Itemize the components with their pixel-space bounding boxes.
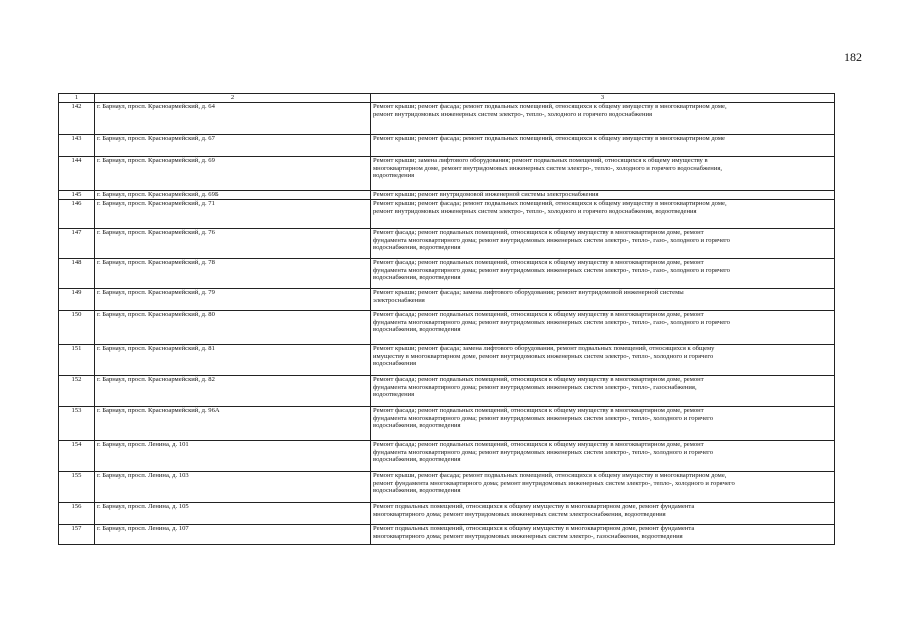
row-address: г. Барнаул, просп. Красноармейский, д. 96А xyxy=(95,407,371,441)
table-row xyxy=(59,157,835,191)
row-works: Ремонт фасада; ремонт подвальных помещений, относящихся к общему имуществу в многоквартирном доме, ремонт фундамента многоквартирного дома; ремонт внутридомовых инженерных систем электро-, тепло-, газо-, холодного и горячего водоснабжения, водоотведения xyxy=(371,229,835,259)
row-number: 143 xyxy=(59,135,95,157)
row-works: Ремонт подвальных помещений, относящихся к общему имуществу в многоквартирном доме, ремонт фундамента многоквартирного дома; ремонт внутридомовых инженерных систем электро-, газоснабжения, водоотведения xyxy=(371,525,835,545)
row-number: 153 xyxy=(59,407,95,441)
table-row xyxy=(59,259,835,289)
table-row xyxy=(59,229,835,259)
row-address: г. Барнаул, просп. Ленина, д. 103 xyxy=(95,472,371,503)
row-address: г. Барнаул, просп. Ленина, д. 101 xyxy=(95,441,371,472)
row-works: Ремонт крыши; ремонт фасада; ремонт подвальных помещений, относящихся к общему имуществу в многоквартирном доме, ремонт внутридомовых инженерных систем электро-, тепло-, холодного и горячего водоснабжения xyxy=(371,103,835,135)
row-number: 150 xyxy=(59,311,95,345)
row-works: Ремонт крыши; ремонт фасада; замена лифтового оборудования; ремонт внутридомовой инженерной системы электроснабжения xyxy=(371,289,835,311)
table-row xyxy=(59,311,835,345)
row-works: Ремонт крыши; ремонт фасада; ремонт подвальных помещений, относящихся к общему имуществу в многоквартирном доме xyxy=(371,135,835,157)
row-number: 144 xyxy=(59,157,95,191)
row-works: Ремонт крыши; ремонт внутридомовой инженерной системы электроснабжения xyxy=(371,191,835,200)
row-number: 154 xyxy=(59,441,95,472)
row-address: г. Барнаул, просп. Красноармейский, д. 81 xyxy=(95,345,371,376)
table-row xyxy=(59,289,835,311)
row-address: г. Барнаул, просп. Красноармейский, д. 80 xyxy=(95,311,371,345)
row-address: г. Барнаул, просп. Красноармейский, д. 82 xyxy=(95,376,371,407)
column-header-1: 1 xyxy=(59,94,95,103)
row-works: Ремонт фасада; ремонт подвальных помещений, относящихся к общему имуществу в многоквартирном доме, ремонт фундамента многоквартирного дома; ремонт внутридомовых инженерных систем электро-, тепло-, холодного и горячего водоснабжения, водоотведения xyxy=(371,441,835,472)
table-row xyxy=(59,345,835,376)
repair-works-table xyxy=(58,93,835,545)
table-row xyxy=(59,407,835,441)
row-number: 142 xyxy=(59,103,95,135)
column-number-row xyxy=(59,94,835,103)
row-address: г. Барнаул, просп. Красноармейский, д. 71 xyxy=(95,200,371,229)
row-works: Ремонт фасада; ремонт подвальных помещений, относящихся к общему имуществу в многоквартирном доме, ремонт фундамента многоквартирного дома; ремонт внутридомовых инженерных систем электро-, тепло-, холодного и горячего водоснабжения, водоотведения xyxy=(371,407,835,441)
row-works: Ремонт крыши; ремонт фасада; ремонт подвальных помещений, относящихся к общему имуществу в многоквартирном доме, ремонт внутридомовых инженерных систем электро-, тепло-, холодного и горячего водоснабжения, водоотведения xyxy=(371,200,835,229)
row-number: 145 xyxy=(59,191,95,200)
row-works: Ремонт фасада; ремонт подвальных помещений, относящихся к общему имуществу в многоквартирном доме, ремонт фундамента многоквартирного дома; ремонт внутридомовых инженерных систем электро-, тепло-, газо-, холодного и горячего водоснабжения, водоотведения xyxy=(371,259,835,289)
row-number: 147 xyxy=(59,229,95,259)
row-address: г. Барнаул, просп. Красноармейский, д. 69Б xyxy=(95,191,371,200)
row-number: 157 xyxy=(59,525,95,545)
row-number: 148 xyxy=(59,259,95,289)
table-row xyxy=(59,503,835,525)
table-row xyxy=(59,135,835,157)
row-address: г. Барнаул, просп. Красноармейский, д. 78 xyxy=(95,259,371,289)
row-works: Ремонт подвальных помещений, относящихся к общему имуществу в многоквартирном доме, ремонт фундамента многоквартирного дома; ремонт внутридомовых инженерных систем электроснабжения, водоотведения xyxy=(371,503,835,525)
row-number: 146 xyxy=(59,200,95,229)
table-row xyxy=(59,472,835,503)
row-number: 155 xyxy=(59,472,95,503)
row-address: г. Барнаул, просп. Красноармейский, д. 67 xyxy=(95,135,371,157)
column-header-3: 3 xyxy=(371,94,835,103)
table-row xyxy=(59,525,835,545)
table-row xyxy=(59,191,835,200)
row-number: 152 xyxy=(59,376,95,407)
page-number: 182 xyxy=(844,50,862,64)
row-works: Ремонт крыши; ремонт фасада; замена лифтового оборудования, ремонт подвальных помещений, относящихся к общему имуществу в многоквартирном доме, ремонт внутридомовых инженерных систем электро-, тепло-, холодного и горячего водоснабжения xyxy=(371,345,835,376)
row-address: г. Барнаул, просп. Красноармейский, д. 79 xyxy=(95,289,371,311)
row-works: Ремонт фасада; ремонт подвальных помещений, относящихся к общему имуществу в многоквартирном доме, ремонт фундамента многоквартирного дома; ремонт внутридомовых инженерных систем электро-, тепло-, газоснабжения, водоотведения xyxy=(371,376,835,407)
row-works: Ремонт фасада; ремонт подвальных помещений, относящихся к общему имуществу в многоквартирном доме, ремонт фундамента многоквартирного дома; ремонт внутридомовых инженерных систем электро-, тепло-, газо-, холодного и горячего водоснабжения, водоотведения xyxy=(371,311,835,345)
row-address: г. Барнаул, просп. Ленина, д. 105 xyxy=(95,503,371,525)
row-works: Ремонт крыши; замена лифтового оборудования; ремонт подвальных помещений, относящихся к общему имуществу в многоквартирном доме, ремонт внутридомовых инженерных систем электро-, тепло-, холодного и горячего водоснабжения, водоотведения xyxy=(371,157,835,191)
column-header-2: 2 xyxy=(95,94,371,103)
row-address: г. Барнаул, просп. Красноармейский, д. 76 xyxy=(95,229,371,259)
row-address: г. Барнаул, просп. Красноармейский, д. 69 xyxy=(95,157,371,191)
table-row xyxy=(59,441,835,472)
row-address: г. Барнаул, просп. Ленина, д. 107 xyxy=(95,525,371,545)
table-row xyxy=(59,103,835,135)
row-number: 156 xyxy=(59,503,95,525)
table-row xyxy=(59,376,835,407)
row-number: 149 xyxy=(59,289,95,311)
row-number: 151 xyxy=(59,345,95,376)
row-address: г. Барнаул, просп. Красноармейский, д. 64 xyxy=(95,103,371,135)
row-works: Ремонт крыши, ремонт фасада; ремонт подвальных помещений, относящихся к общему имуществу в многоквартирном доме, ремонт фундамента многоквартирного дома; ремонт внутридомовых инженерных систем электро-, тепло-, холодного и горячего водоснабжения, водоотведения xyxy=(371,472,835,503)
table-row xyxy=(59,200,835,229)
